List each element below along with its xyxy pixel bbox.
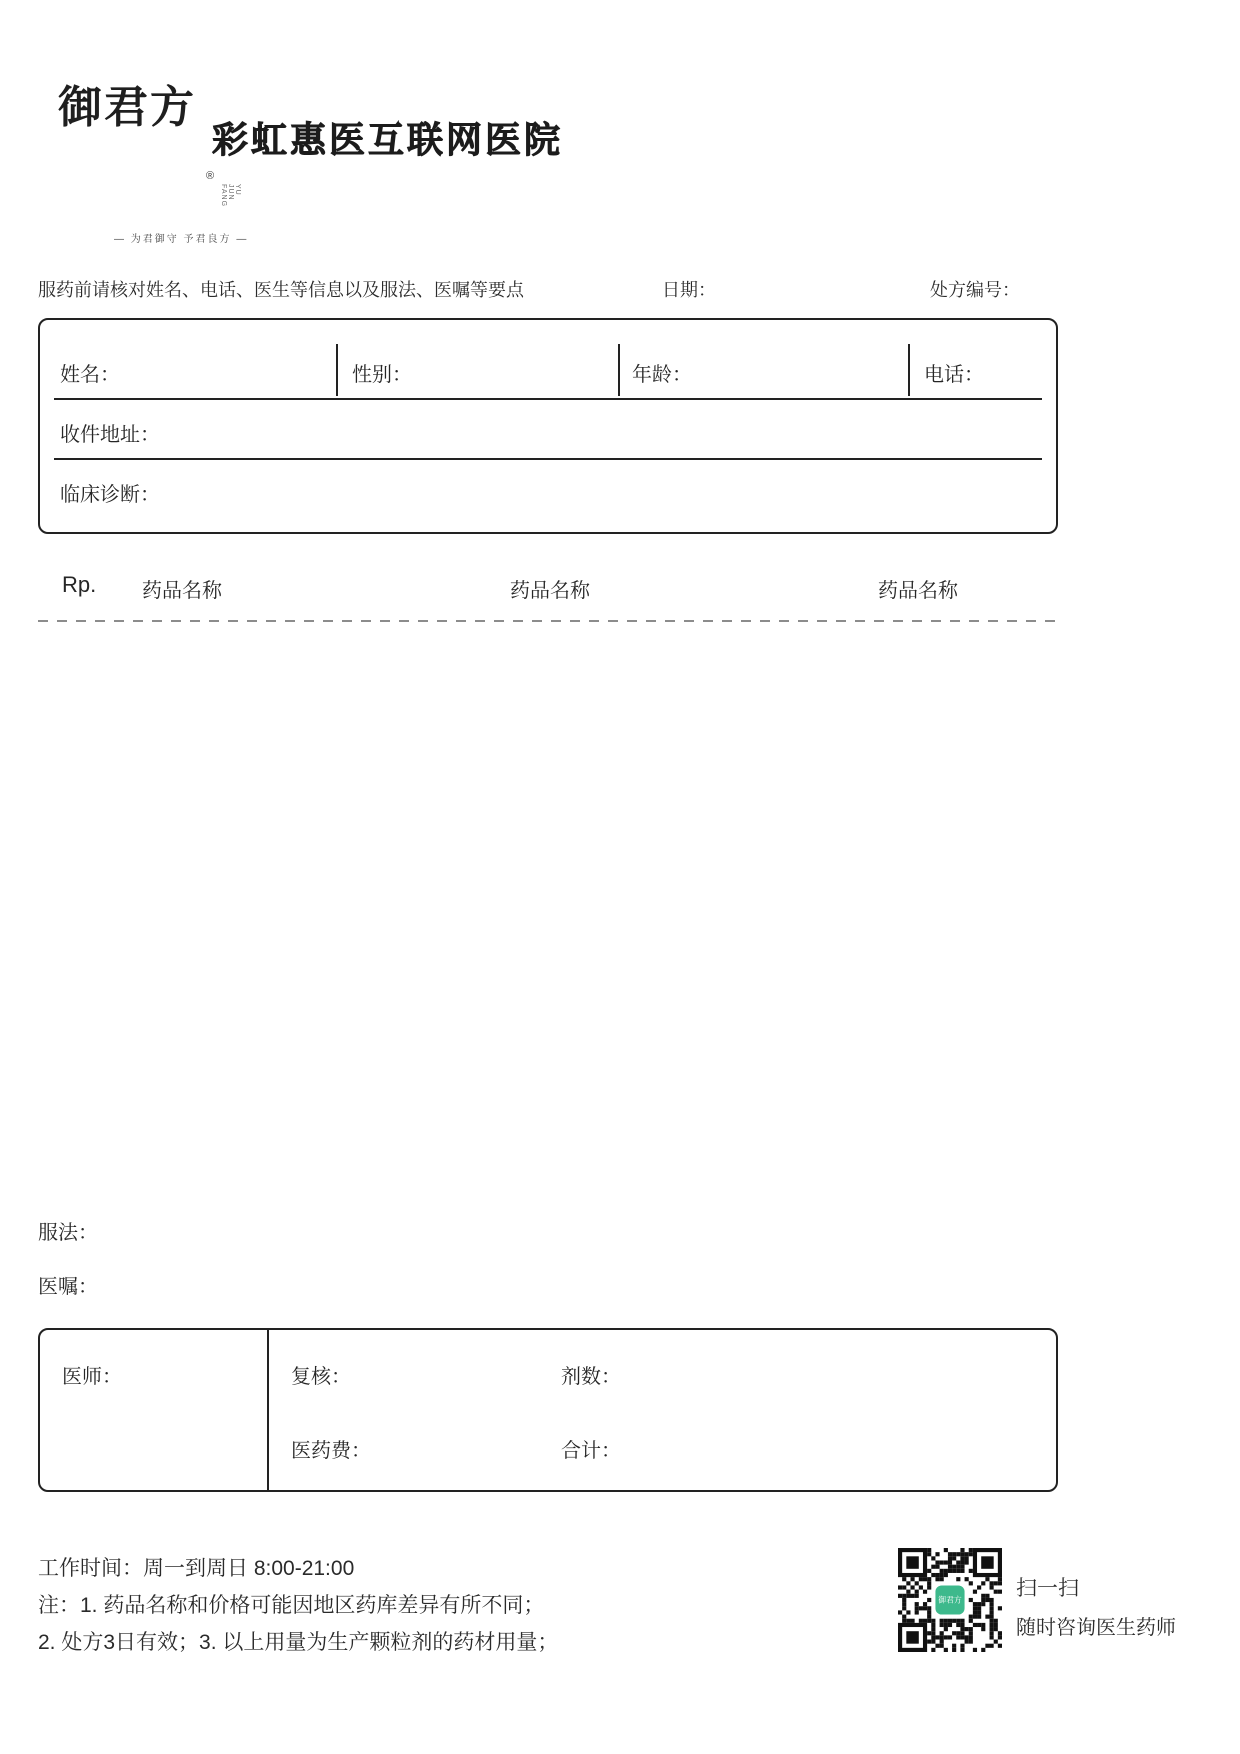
qr-scan-sublabel: 随时咨询医生药师 [1016, 1617, 1176, 1639]
cell-divider [908, 344, 910, 396]
age-label: 年龄： [632, 364, 692, 386]
working-hours: 工作时间：周一到周日 8:00-21:00 [38, 1557, 355, 1580]
cell-divider [267, 1330, 269, 1490]
qr-scan-label: 扫一扫 [1016, 1577, 1079, 1600]
brand-logo-pinyin: YU JUN FANG [220, 184, 241, 208]
doses-label: 剂数： [561, 1366, 621, 1388]
signature-box [38, 1328, 1058, 1492]
doctor-advice-label: 医嘱： [38, 1276, 98, 1298]
drug-name-column-header: 药品名称 [142, 580, 222, 602]
qr-center-brand-text: 御君方 [938, 1595, 962, 1605]
patient-info-box [38, 318, 1058, 534]
usage-label: 服法： [38, 1222, 98, 1244]
drug-name-column-header: 药品名称 [510, 580, 590, 602]
doctor-label: 医师： [62, 1366, 122, 1388]
date-label: 日期： [662, 280, 716, 300]
review-label: 复核： [291, 1366, 351, 1388]
rx-number-label: 处方编号： [930, 280, 1020, 300]
brand-tagline: — 为君御守 予君良方 — [114, 234, 249, 245]
brand-logo-text: 御君方 [58, 82, 196, 133]
qr-code-image [898, 1548, 1002, 1652]
row-divider [54, 398, 1042, 400]
brand-logo [58, 82, 249, 245]
diagnosis-label: 临床诊断： [60, 484, 160, 506]
verification-notice: 服药前请核对姓名、电话、医生等信息以及服法、医嘱等要点 [38, 280, 524, 300]
name-label: 姓名： [60, 364, 120, 386]
row-divider [54, 458, 1042, 460]
medical-fee-label: 医药费： [291, 1440, 371, 1462]
gender-label: 性别： [352, 364, 412, 386]
registered-trademark-icon: ® [206, 170, 215, 182]
cell-divider [618, 344, 620, 396]
cell-divider [336, 344, 338, 396]
hospital-name: 彩虹惠医互联网医院 [212, 119, 564, 160]
rx-separator-dashed-line [38, 620, 1058, 622]
address-label: 收件地址： [60, 424, 160, 446]
rp-label: Rp. [62, 572, 97, 597]
qr-code [898, 1548, 1002, 1652]
drug-name-column-header: 药品名称 [878, 580, 958, 602]
note-line-1: 注：1. 药品名称和价格可能因地区药库差异有所不同； [38, 1594, 545, 1617]
note-line-2: 2. 处方3日有效；3. 以上用量为生产颗粒剂的药材用量； [38, 1631, 559, 1654]
total-label: 合计： [561, 1440, 621, 1462]
phone-label: 电话： [924, 364, 984, 386]
